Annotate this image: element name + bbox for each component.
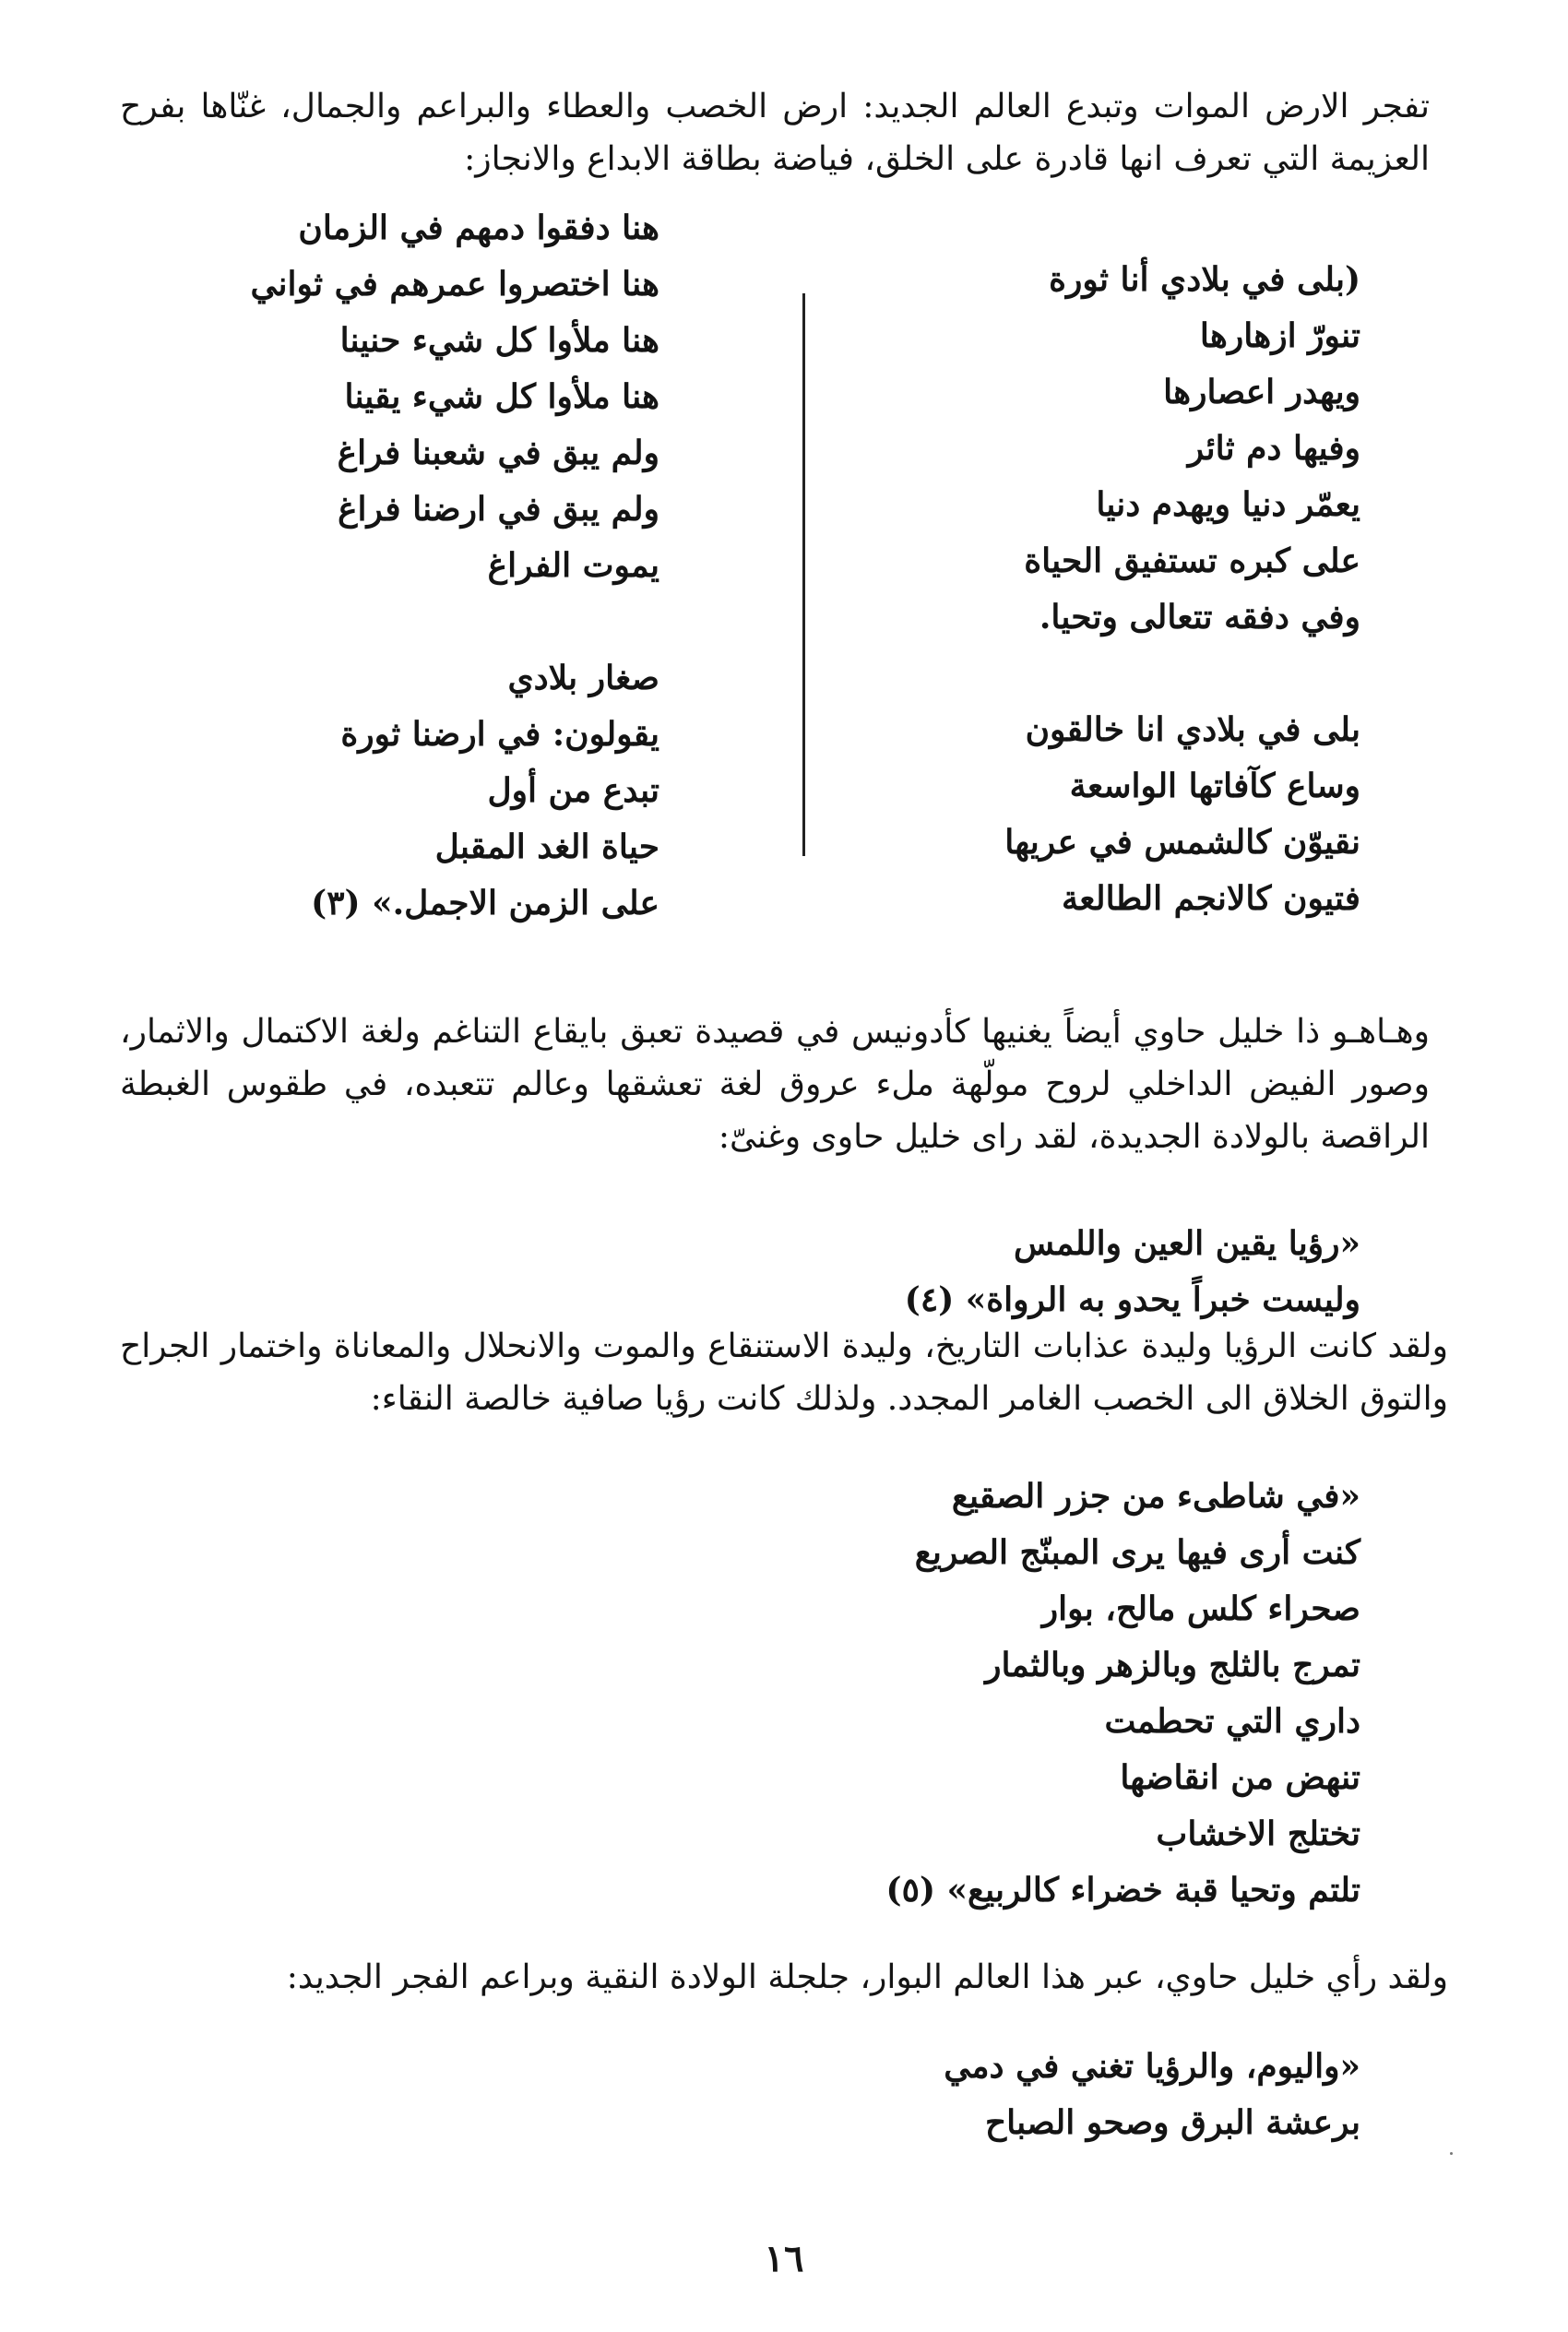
- verse-line: تلتم وتحيا قبة خضراء كالربيع» (٥): [885, 1871, 1360, 1910]
- verse-line: حياة الغد المقبل: [434, 827, 659, 866]
- verse-line: تنورّ ازهارها: [1199, 316, 1360, 355]
- page-number: ١٦: [764, 2237, 804, 2280]
- verse-line: تمرج بالثلج وبالزهر وبالثمار: [985, 1646, 1360, 1684]
- verse-line: ولم يبق في شعبنا فراغ: [337, 434, 659, 472]
- verse-line: وفي دفقه تتعالى وتحيا.: [1039, 598, 1360, 637]
- poem-right-column: [1004, 252, 1360, 927]
- verse-line: يقولون: في ارضنا ثورة: [340, 715, 659, 754]
- verse-line: [251, 594, 660, 650]
- verse-line: صغار بلادي: [507, 659, 659, 697]
- poem-shore-of-frost: [886, 1469, 1360, 1919]
- verse-line: وساع كآفاتها الواسعة: [1069, 767, 1360, 805]
- verse-line: هنا ملأوا كل شيء حنينا: [339, 321, 659, 360]
- verse-line: صحراء كلس مالح، بوار: [1041, 1589, 1360, 1628]
- verse-line: على الزمن الاجمل.» (٣): [311, 884, 659, 922]
- poem-left-column: [251, 200, 660, 932]
- verse-line: فتيون كالانجم الطالعة: [1062, 879, 1360, 918]
- print-speck: [1450, 2152, 1453, 2155]
- intro-paragraph: تفجر الارض الموات وتبدع العالم الجديد: ارض الخصب والعطاء والبراعم والجمال، غنّاها بفرح العزيمة التي تعرف انها قادرة على الخلق، فياضة بطاقة الابداع والانجاز:: [120, 88, 1430, 178]
- column-divider: [802, 293, 805, 856]
- verse-line: كنت أرى فيها يرى المبنّج الصريع: [914, 1533, 1360, 1572]
- paragraph-khalil-hawi: وهـاهـو ذا خليل حاوي أيضاً يغنيها كأدونيس في قصيدة تعبق بايقاع التناغم ولغة الاكتمال والاثمار، وصور الفيض الداخلي لروح مولّهة ملء عروق لغة تعشقها وعالم تتعبده، في طقوس الغبطة الراقصة بالولادة الجديدة، لقد راى خليل حاوى وغنىّ:: [120, 1013, 1430, 1156]
- verse-line: على كبره تستفيق الحياة: [1024, 541, 1360, 580]
- verse-line: تنهض من انقاضها: [1120, 1758, 1360, 1797]
- verse-line: هنا ملأوا كل شيء يقينا: [344, 377, 659, 416]
- verse-line: (بلى في بلادي أنا ثورة: [1049, 260, 1360, 299]
- verse-line: يموت الفراغ: [487, 546, 659, 585]
- verse-line: تبدع من أول: [487, 771, 659, 810]
- verse-line: هنا اختصروا عمرهم في ثواني: [250, 265, 659, 303]
- paragraph-ruya-history: ولقد كانت الرؤيا وليدة عذابات التاريخ، وليدة الاستنقاع والموت والانحلال والمعاناة واختمار الجراح والتوق الخلاق الى الخصب الغامر المجدد. ولذلك كانت رؤيا صافية خالصة النقاء:: [120, 1327, 1448, 1418]
- poem-today-vision: [944, 2039, 1360, 2151]
- verse-line: هنا دفقوا دمهم في الزمان: [298, 208, 659, 247]
- verse-line: نقيوّن كالشمس في عريها: [1004, 823, 1360, 862]
- verse-line: داري التي تحطمت: [1104, 1702, 1360, 1741]
- paragraph-new-dawn: ولقد رأي خليل حاوي، عبر هذا العالم البوار، جلجلة الولادة النقية وبراعم الفجر الجديد:: [286, 1958, 1448, 1996]
- verse-line: «رؤيا يقين العين واللمس: [1014, 1224, 1360, 1263]
- quote-ruya: [905, 1216, 1360, 1328]
- verse-line: [1004, 646, 1360, 702]
- verse-line: تختلج الاخشاب: [1156, 1814, 1360, 1853]
- verse-line: يعمّر دنيا ويهدم دنيا: [1096, 485, 1360, 524]
- verse-line: برعشة البرق وصحو الصباح: [984, 2103, 1360, 2142]
- verse-line: وليست خبراً يحدو به الرواة» (٤): [904, 1280, 1360, 1319]
- verse-line: بلى في بلادي انا خالقون: [1025, 710, 1360, 749]
- verse-line: ويهدر اعصارها: [1163, 373, 1360, 411]
- verse-line: «في شاطىء من جزر الصقيع: [951, 1477, 1360, 1516]
- verse-line: ولم يبق في ارضنا فراغ: [338, 490, 659, 529]
- verse-line: «واليوم، والرؤيا تغني في دمي: [944, 2047, 1360, 2086]
- verse-line: وفيها دم ثائر: [1187, 429, 1360, 468]
